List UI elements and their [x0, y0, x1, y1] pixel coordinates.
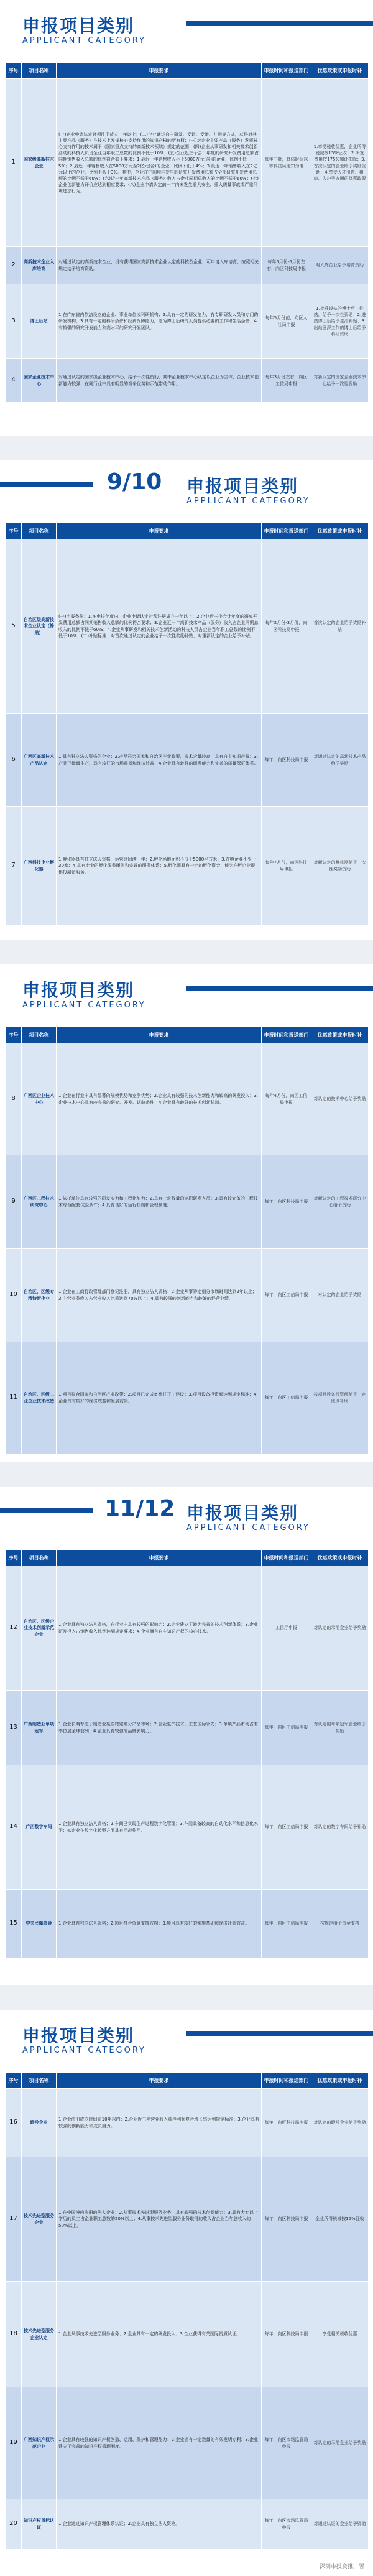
section-subtitle: APPLICANT CATEGORY — [186, 1523, 310, 1533]
table-row — [6, 2157, 369, 2282]
cell-name: 中央民爆资金 — [22, 1890, 57, 1958]
cell-no: 3 — [6, 284, 22, 359]
cell-name: 广西科技企业孵化器 — [22, 807, 57, 925]
section-subtitle: APPLICANT CATEGORY — [22, 1001, 146, 1010]
cell-policy: 企业所得税减按15%征收 — [311, 2157, 369, 2282]
watermark: 深圳市投资推广署 — [319, 2564, 364, 2570]
cell-policy: 对新认定的工程技术研究中心给予资助 — [311, 1155, 369, 1249]
cell-requirements: 1.依托单位具有较强的研发实力和工程化能力；2.具有一定数量的专职研发人员；3.具有较完备的工程技术综合配套试验条件；4.具有良好的运行机制和管理制度。 — [57, 1155, 262, 1249]
cell-no: 19 — [6, 2387, 22, 2499]
cell-policy: 对通过认证的企业给予资助 — [311, 2499, 369, 2549]
cell-no: 6 — [6, 714, 22, 807]
cell-requirements: 1.企业具有独立法人资格；2.车间已实现生产过程数字化管理；3.车间具备较高的自动化水平和信息化水平；4.企业在数字化转型方面具有示范作用。 — [57, 1765, 262, 1890]
cell-department: 工信厅申报 — [262, 1566, 311, 1691]
cell-requirements: 对通过认定的高新技术企业、没有获得国家高新技术企业认定的科技型企业，可申请入库培育，按照相关规定给予培育资助。 — [57, 247, 262, 284]
project-table — [5, 2072, 369, 2549]
cell-requirements: 1.在中国境内注册的法人企业；2.从事技术先进型服务业务，具有较强的技术创新能力；3.具有大专以上学历的员工占企业职工总数的50%以上；4.从事技术先进型服务业务取得的收入占企业当年总收入的50%以上。 — [57, 2157, 262, 2282]
cell-department: 每年，向区工信局申报 — [262, 1691, 311, 1765]
cell-department: 每年，向区科技局申报 — [262, 2089, 311, 2157]
cell-policy: 对新认定的孵化器给予一次性奖励资助 — [311, 807, 369, 925]
col-header-requirements: 申报要求 — [57, 1550, 262, 1566]
cell-policy: 对认定的数字车间给予补助 — [311, 1765, 369, 1890]
cell-department: 每年，向区工信局申报 — [262, 1342, 311, 1454]
cell-requirements: 1.企业长期专注于制造业某些特定细分产品市场；2.企业生产技术、工艺国际领先；3.单项产品市场占有率位居全球前列；4.企业具有较强的品牌影响力。 — [57, 1691, 262, 1765]
col-header-name: 项目名称 — [22, 1027, 57, 1043]
col-header-requirements: 申报要求 — [57, 1027, 262, 1043]
table-row — [6, 79, 369, 247]
cell-policy: 按项目设备投资额给予一定比例补助 — [311, 1342, 369, 1454]
cell-requirements: 对通过认定的国家级企业技术中心，给予一次性资助；其中企业技术中心认定以企业为主体，企业技术创新能力较强，在同行业中具有明显的竞争优势和示范带动作用。 — [57, 359, 262, 403]
page-gap — [0, 436, 373, 460]
col-header-department: 申报时间和报送部门 — [262, 1027, 311, 1043]
cell-requirements: (一)申报条件：1.在申报年度内，企业申请认定时须注册成立一年以上；2.企业近三个会计年度的研究开发费用总额占同期销售收入总额的比例符合要求；3.企业近一年高新技术产品（服务）收入占企业同期总收入的比例不低于60%；4.企业从事研发和相关技术创新活动的科技人员占企业当年职工总数的比例不低于10%；(二)补贴标准：对首次通过认定的企业给予一次性奖励补贴，对重新认定的企业给予补贴。 — [57, 539, 262, 714]
col-header-name: 项目名称 — [22, 1550, 57, 1566]
cell-requirements: 1.企业具有较强的知识产权创造、运用、保护和管理能力；2.企业拥有一定数量的有效发明专利；3.企业建立了完善的知识产权管理制度。 — [57, 2387, 262, 2499]
page-gap — [0, 1985, 373, 2010]
col-header-policy: 优惠政策或申报时补 — [311, 2073, 369, 2089]
cell-no: 12 — [6, 1566, 22, 1691]
cell-policy: 对通过认定的高新技术产品给予奖励 — [311, 714, 369, 807]
cell-requirements: 1.企业在工商行政管理部门登记注册，具有独立法人资格；2.企业从事特定细分市场时间达到2年以上；3.主营业务收入占营业收入比重达到70%以上；4.具有较强的创新能力和较好的经营业绩。 — [57, 1249, 262, 1342]
cell-policy: 享受相关税收优惠 — [311, 2282, 369, 2387]
cell-name: 自治区、区级工业企业技术改造 — [22, 1342, 57, 1454]
cell-name: 技术先进型服务企业 — [22, 2157, 57, 2282]
cell-name: 广西区企业技术中心 — [22, 1043, 57, 1155]
table-row — [6, 2089, 369, 2157]
cell-no: 1 — [6, 79, 22, 247]
cell-policy: 对认定的单项冠军企业给予奖励 — [311, 1691, 369, 1765]
col-header-no: 序号 — [6, 1027, 22, 1043]
cell-no: 16 — [6, 2089, 22, 2157]
cell-requirements: 1.企业从事技术先进型服务业务；2.企业具有一定的研发投入；3.企业获得有关国际资质认证。 — [57, 2282, 262, 2387]
cell-name: 自治区、区级专精特新企业 — [22, 1249, 57, 1342]
cell-no: 4 — [6, 359, 22, 403]
table-header-row — [6, 1027, 369, 1043]
cell-requirements: 1.企业在行业中具有显著的规模优势和竞争优势；2.企业具有较强的技术创新能力和较高的研发投入；3.企业技术中心具有较完善的研究、开发、试验条件；4.企业具有较好的技术创新机制。 — [57, 1043, 262, 1155]
col-header-no: 序号 — [6, 2073, 22, 2089]
col-header-requirements: 申报要求 — [57, 523, 262, 539]
cell-requirements: 1.企业具有独立法人资格，在行业中具有较强的影响力；2.企业建立了较为完善的技术创新体系；3.企业研发投入占销售收入比例达到规定要求；4.企业拥有自主知识产权的核心技术。 — [57, 1566, 262, 1691]
table-header-row — [6, 2073, 369, 2089]
table-row — [6, 1155, 369, 1249]
cell-department: 每年3月份左右，向区工信局申报 — [262, 359, 311, 403]
cell-no: 11 — [6, 1342, 22, 1454]
cell-no: 14 — [6, 1765, 22, 1890]
cell-requirements: 1.企业通过知识产权管理体系认证；2.企业具有独立法人资格。 — [57, 2499, 262, 2549]
section-header — [0, 2010, 373, 2072]
table-row — [6, 1765, 369, 1890]
table-row — [6, 1043, 369, 1155]
cell-department: 每年5月份-6月份左右，向区科技局申报 — [262, 247, 311, 284]
col-header-department: 申报时间和报送部门 — [262, 523, 311, 539]
cell-name: 博士后站 — [22, 284, 57, 359]
section-title: 申报项目类别 — [186, 1503, 299, 1523]
section-subtitle: APPLICANT CATEGORY — [186, 497, 310, 506]
cell-policy: 对入库企业给予培育资助 — [311, 247, 369, 284]
page-2 — [0, 460, 373, 940]
col-header-no: 序号 — [6, 63, 22, 79]
cell-no: 13 — [6, 1691, 22, 1765]
cell-name: 广西数字车间 — [22, 1765, 57, 1890]
page-gap — [0, 940, 373, 964]
page-number: 9/10 — [107, 469, 162, 495]
cell-requirements: 1.具有独立法人资格的企业；2.产品符合国家和自治区产业政策，技术含量较高，具有自主知识产权；3.产品已批量生产，具有较好的市场前景和经济效益；4.企业具有较强的研发能力和完善的质量保证体系。 — [57, 714, 262, 807]
header-bar — [0, 1508, 93, 1513]
col-header-name: 项目名称 — [22, 63, 57, 79]
col-header-policy: 优惠政策或申报时补 — [311, 523, 369, 539]
table-header-row — [6, 1550, 369, 1566]
section-title: 申报项目类别 — [22, 2025, 135, 2046]
cell-department: 每年，向区市场监管局申报 — [262, 2499, 311, 2549]
col-header-requirements: 申报要求 — [57, 2073, 262, 2089]
page-5 — [0, 2010, 373, 2576]
table-row — [6, 2282, 369, 2387]
table-row — [6, 807, 369, 925]
cell-department: 每年，向区科技局申报 — [262, 2282, 311, 2387]
section-header — [0, 0, 373, 62]
page-3 — [0, 964, 373, 1462]
cell-no: 20 — [6, 2499, 22, 2549]
cell-name: 知识产权贯标认证 — [22, 2499, 57, 2549]
project-table — [5, 523, 369, 925]
cell-policy: 对新认定的国家企业技术中心给予一次性资助 — [311, 359, 369, 403]
cell-no: 9 — [6, 1155, 22, 1249]
cell-policy: 1.享受税收优惠，企业所得税减按15%征收；2.研发费用按175%加计扣除；3.首次认定的企业给予奖励资助；4.享受人才引进、租房、入户等方面的优惠政策 — [311, 79, 369, 247]
section-title: 申报项目类别 — [22, 16, 135, 36]
table-row — [6, 359, 369, 403]
cell-name: 广西区工程技术研究中心 — [22, 1155, 57, 1249]
section-title: 申报项目类别 — [186, 476, 299, 497]
project-table — [5, 1027, 369, 1454]
cell-no: 18 — [6, 2282, 22, 2387]
section-title: 申报项目类别 — [22, 980, 135, 1001]
table-row — [6, 1691, 369, 1765]
header-bar — [186, 21, 373, 26]
col-header-department: 申报时间和报送部门 — [262, 1550, 311, 1566]
section-subtitle: APPLICANT CATEGORY — [22, 36, 146, 45]
col-header-no: 序号 — [6, 523, 22, 539]
cell-department: 每年，向区工信局申报 — [262, 1765, 311, 1890]
cell-name: 自治区、区级企业技术创新示范企业 — [22, 1566, 57, 1691]
cell-department: 每年，向区市场监管局申报 — [262, 2387, 311, 2499]
cell-name: 瞪羚企业 — [22, 2089, 57, 2157]
cell-requirements: 1.企业注册成立时间在10年以内；2.企业近三年营业收入或净利润复合增长率达到规定标准；3.企业具有较强的创新能力和成长潜力。 — [57, 2089, 262, 2157]
cell-department: 每年5月份前，向区人社局申报 — [262, 284, 311, 359]
cell-name: 广西区高新技术产品认定 — [22, 714, 57, 807]
cell-name: 高新技术企业入库培育 — [22, 247, 57, 284]
section-header — [0, 460, 373, 523]
section-header — [0, 964, 373, 1027]
section-subtitle: APPLICANT CATEGORY — [22, 2046, 146, 2055]
cell-no: 10 — [6, 1249, 22, 1342]
table-header-row — [6, 63, 369, 79]
table-row — [6, 714, 369, 807]
cell-department: 每年，向区工信局申报 — [262, 1890, 311, 1958]
cell-name: 国家级高新技术企业 — [22, 79, 57, 247]
col-header-policy: 优惠政策或申报时补 — [311, 63, 369, 79]
cell-policy: 按规定给予资金支持 — [311, 1890, 369, 1958]
table-row — [6, 539, 369, 714]
cell-policy: 对认定的示范企业给予奖励 — [311, 1566, 369, 1691]
cell-policy: 首次认定的企业给予奖励补贴 — [311, 539, 369, 714]
cell-department: 每年2月份-3月份，向区科技局申报 — [262, 539, 311, 714]
cell-department: 每年，向区科技局申报 — [262, 2157, 311, 2282]
col-header-department: 申报时间和报送部门 — [262, 2073, 311, 2089]
cell-department: 每年，向区科技局申报 — [262, 1155, 311, 1249]
cell-no: 5 — [6, 539, 22, 714]
project-table — [5, 1549, 369, 1958]
header-bar — [0, 482, 93, 487]
cell-name: 国家企业技术中心 — [22, 359, 57, 403]
cell-name: 技术先进型服务企业认定 — [22, 2282, 57, 2387]
cell-policy: 对认定的企业给予奖励 — [311, 1249, 369, 1342]
cell-requirements: 1.在广东省内依法设立的企业、事业单位或科研机构；2.具有一定的研发能力，有专职研发人员和专门的研发机构；3.具有一定的科研条件和经费保障能力，能为博士后研究人员提供必要的工作和生活条件；4.有较强的研究开发能力和高水平的研究开发团队。 — [57, 284, 262, 359]
cell-requirements: (一)企业申请认定时须注册成立一年以上；(二)企业通过自主研发、受让、受赠、并购等方式，获得对其主要产品（服务）在技术上发挥核心支持作用的知识产权的所有权；(三)对企业主要产品（服务）发挥核心支持作用的技术属于《国家重点支持的高新技术领域》规定的范围；(四)企业从事研发和相关技术创新活动的科技人员占企业当年职工总数的比例不低于10%；(五)企业近三个会计年度的研究开发费用总额占同期销售收入总额的比例符合如下要求：1.最近一年销售收入小于5000万元(含)的企业，比例不低于5%；2.最近一年销售收入在5000万元至2亿元(含)的企业，比例不低于4%；3.最近一年销售收入在2亿元以上的企业，比例不低于3%。其中，企业在中国境内发生的研究开发费用总额占全部研究开发费用总额的比例不低于60%；(六)近一年高新技术产品（服务）收入占企业同期总收入的比例不低于60%；(七)企业创新能力评价应达到相应要求；(八)企业申请认定前一年内未发生重大安全、重大质量事故或严重环境违法行为。 — [57, 79, 262, 247]
cell-requirements: 1.项目符合国家和自治区产业政策；2.项目已完成备案并开工建设；3.项目设备投资额达到规定标准；4.企业具有较好的经济效益和发展前景。 — [57, 1342, 262, 1454]
cell-requirements: 1.孵化器具有独立法人资格，运营时间满一年；2.孵化场地面积不低于5000平方米；3.在孵企业不少于30家；4.具有专业的孵化服务团队和完善的服务体系；5.孵化器具有一定的孵化资金，能为在孵企业提供投融资服务。 — [57, 807, 262, 925]
cell-department: 每年三批，具体时间以市科技局通知为准 — [262, 79, 311, 247]
table-row — [6, 2387, 369, 2499]
table-row — [6, 1890, 369, 1958]
cell-department: 每年7月份，向区科技局申报 — [262, 807, 311, 925]
cell-name: 广西制造业单项冠军 — [22, 1691, 57, 1765]
col-header-name: 项目名称 — [22, 2073, 57, 2089]
page-4 — [0, 1487, 373, 1985]
cell-department: 每年，向区科技局申报 — [262, 714, 311, 807]
cell-no: 2 — [6, 247, 22, 284]
table-row — [6, 1566, 369, 1691]
table-row — [6, 247, 369, 284]
col-header-name: 项目名称 — [22, 523, 57, 539]
col-header-no: 序号 — [6, 1550, 22, 1566]
page-number: 11/12 — [104, 1496, 175, 1521]
page-1 — [0, 0, 373, 436]
cell-name: 自治区级高新技术企业认定（补贴） — [22, 539, 57, 714]
col-header-policy: 优惠政策或申报时补 — [311, 1027, 369, 1043]
cell-name: 广西知识产权示范企业 — [22, 2387, 57, 2499]
table-header-row — [6, 523, 369, 539]
col-header-policy: 优惠政策或申报时补 — [311, 1550, 369, 1566]
cell-requirements: 1.企业具有独立法人资格；2.项目符合资金支持方向；3.项目具有较好的实施基础和经济社会效益。 — [57, 1890, 262, 1958]
header-bar — [186, 986, 373, 991]
cell-no: 15 — [6, 1890, 22, 1958]
cell-no: 17 — [6, 2157, 22, 2282]
section-header — [0, 1487, 373, 1549]
cell-policy: 1.批准设站的博士后工作站，给予一次性资助；2.进站博士后给予生活补贴；3.出站留深工作的博士后给予科研资助 — [311, 284, 369, 359]
cell-department: 每年，向区工信局申报 — [262, 1249, 311, 1342]
table-row — [6, 2499, 369, 2549]
cell-no: 8 — [6, 1043, 22, 1155]
col-header-department: 申报时间和报送部门 — [262, 63, 311, 79]
cell-policy: 对认定的瞪羚企业给予奖励 — [311, 2089, 369, 2157]
col-header-requirements: 申报要求 — [57, 63, 262, 79]
cell-policy: 对认定的示范企业给予奖励 — [311, 2387, 369, 2499]
table-row — [6, 284, 369, 359]
cell-policy: 对认定的技术中心给予奖励 — [311, 1043, 369, 1155]
cell-no: 7 — [6, 807, 22, 925]
cell-department: 每年4月份，向区工信局申报 — [262, 1043, 311, 1155]
table-row — [6, 1249, 369, 1342]
table-row — [6, 1342, 369, 1454]
page-gap — [0, 1462, 373, 1487]
header-bar — [186, 2031, 373, 2036]
project-table — [5, 62, 369, 403]
